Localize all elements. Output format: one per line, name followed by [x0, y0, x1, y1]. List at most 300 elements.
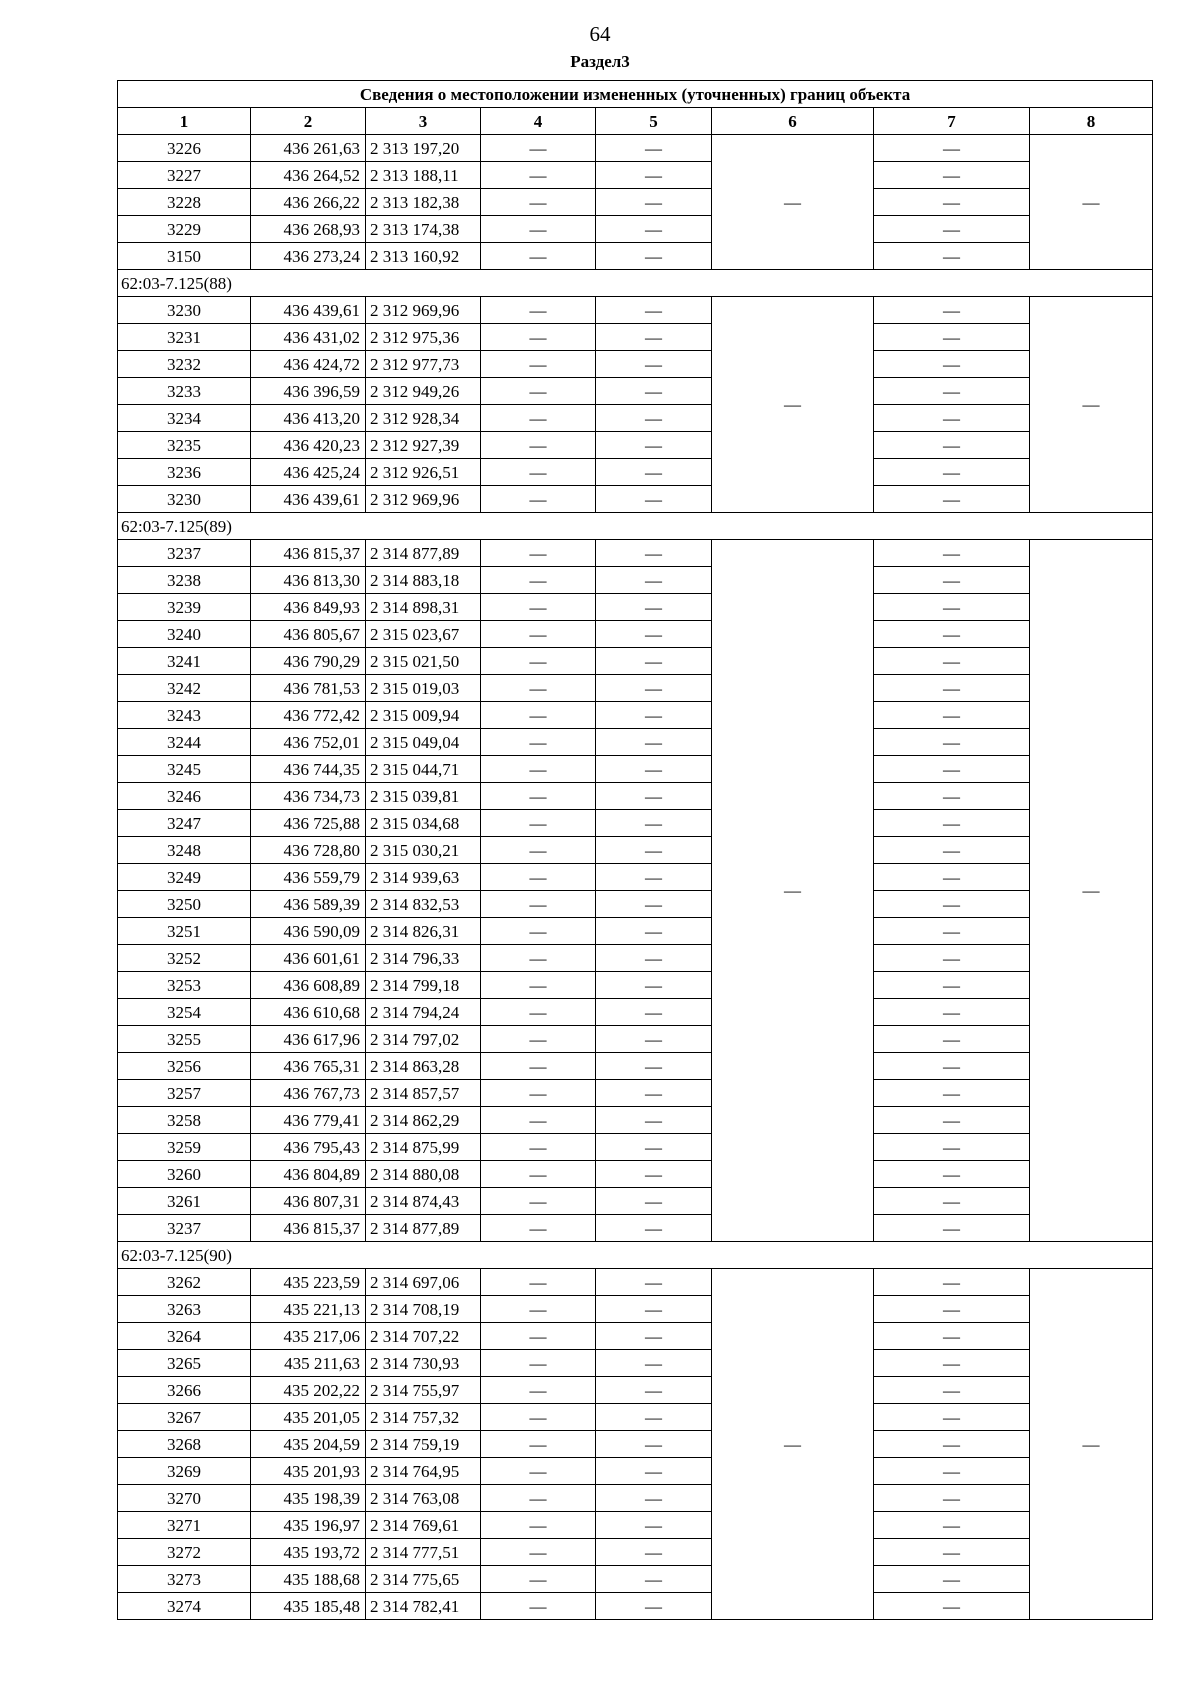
col5-cell: —: [596, 756, 712, 783]
point-number-cell: 3239: [118, 594, 251, 621]
table-row: [118, 1539, 1153, 1566]
col5-cell: —: [596, 1215, 712, 1242]
point-number-cell: 3262: [118, 1269, 251, 1296]
col7-cell: —: [874, 189, 1030, 216]
col5-cell: —: [596, 1512, 712, 1539]
point-number-cell: 3235: [118, 432, 251, 459]
col4-cell: —: [481, 1566, 596, 1593]
point-number-cell: 3272: [118, 1539, 251, 1566]
group-label: 62:03-7.125(89): [118, 513, 1153, 540]
column-header-6: 6: [712, 108, 874, 135]
table-row: [118, 1215, 1153, 1242]
point-number-cell: 3245: [118, 756, 251, 783]
col8-merged-cell: —: [1030, 135, 1153, 270]
point-number-cell: 3227: [118, 162, 251, 189]
point-number-cell: 3230: [118, 297, 251, 324]
point-number-cell: 3237: [118, 1215, 251, 1242]
x-coordinate-cell: 436 772,42: [251, 702, 366, 729]
group-header-row: [118, 1242, 1153, 1269]
col7-cell: —: [874, 351, 1030, 378]
col7-cell: —: [874, 945, 1030, 972]
x-coordinate-cell: 436 781,53: [251, 675, 366, 702]
col4-cell: —: [481, 675, 596, 702]
col7-cell: —: [874, 1539, 1030, 1566]
col4-cell: —: [481, 1161, 596, 1188]
col4-cell: —: [481, 135, 596, 162]
y-coordinate-cell: 2 313 182,38: [366, 189, 481, 216]
x-coordinate-cell: 436 420,23: [251, 432, 366, 459]
col7-cell: —: [874, 1431, 1030, 1458]
y-coordinate-cell: 2 314 826,31: [366, 918, 481, 945]
table-row: [118, 702, 1153, 729]
col5-cell: —: [596, 162, 712, 189]
y-coordinate-cell: 2 314 794,24: [366, 999, 481, 1026]
table-row: [118, 1188, 1153, 1215]
col7-cell: —: [874, 1026, 1030, 1053]
col5-cell: —: [596, 1053, 712, 1080]
col7-cell: —: [874, 1566, 1030, 1593]
y-coordinate-cell: 2 314 769,61: [366, 1512, 481, 1539]
y-coordinate-cell: 2 312 975,36: [366, 324, 481, 351]
col7-cell: —: [874, 810, 1030, 837]
x-coordinate-cell: 436 805,67: [251, 621, 366, 648]
col7-cell: —: [874, 567, 1030, 594]
point-number-cell: 3264: [118, 1323, 251, 1350]
col7-cell: —: [874, 1377, 1030, 1404]
col4-cell: —: [481, 756, 596, 783]
table-row: [118, 1323, 1153, 1350]
x-coordinate-cell: 436 268,93: [251, 216, 366, 243]
x-coordinate-cell: 436 261,63: [251, 135, 366, 162]
col4-cell: —: [481, 378, 596, 405]
col7-cell: —: [874, 135, 1030, 162]
col5-cell: —: [596, 837, 712, 864]
col4-cell: —: [481, 729, 596, 756]
col4-cell: —: [481, 1134, 596, 1161]
table-row: [118, 1134, 1153, 1161]
y-coordinate-cell: 2 314 863,28: [366, 1053, 481, 1080]
y-coordinate-cell: 2 314 775,65: [366, 1566, 481, 1593]
x-coordinate-cell: 436 804,89: [251, 1161, 366, 1188]
col4-cell: —: [481, 972, 596, 999]
column-header-2: 2: [251, 108, 366, 135]
col4-cell: —: [481, 1512, 596, 1539]
col6-merged-cell: —: [712, 297, 874, 513]
point-number-cell: 3241: [118, 648, 251, 675]
x-coordinate-cell: 436 425,24: [251, 459, 366, 486]
table-row: [118, 1296, 1153, 1323]
y-coordinate-cell: 2 315 034,68: [366, 810, 481, 837]
x-coordinate-cell: 436 439,61: [251, 486, 366, 513]
table-row: [118, 783, 1153, 810]
y-coordinate-cell: 2 314 799,18: [366, 972, 481, 999]
col4-cell: —: [481, 1269, 596, 1296]
x-coordinate-cell: 435 193,72: [251, 1539, 366, 1566]
point-number-cell: 3236: [118, 459, 251, 486]
col5-cell: —: [596, 1539, 712, 1566]
point-number-cell: 3250: [118, 891, 251, 918]
col4-cell: —: [481, 1215, 596, 1242]
col4-cell: —: [481, 243, 596, 270]
col4-cell: —: [481, 1107, 596, 1134]
point-number-cell: 3269: [118, 1458, 251, 1485]
x-coordinate-cell: 436 601,61: [251, 945, 366, 972]
y-coordinate-cell: 2 314 797,02: [366, 1026, 481, 1053]
col5-cell: —: [596, 1458, 712, 1485]
col7-cell: —: [874, 162, 1030, 189]
point-number-cell: 3268: [118, 1431, 251, 1458]
y-coordinate-cell: 2 315 021,50: [366, 648, 481, 675]
col7-cell: —: [874, 594, 1030, 621]
y-coordinate-cell: 2 312 977,73: [366, 351, 481, 378]
col4-cell: —: [481, 702, 596, 729]
table-row: [118, 1026, 1153, 1053]
y-coordinate-cell: 2 314 796,33: [366, 945, 481, 972]
table-row: [118, 567, 1153, 594]
col6-merged-cell: —: [712, 135, 874, 270]
table-row: [118, 1080, 1153, 1107]
col5-cell: —: [596, 918, 712, 945]
col7-cell: —: [874, 1323, 1030, 1350]
table-row: [118, 1512, 1153, 1539]
col4-cell: —: [481, 783, 596, 810]
col4-cell: —: [481, 297, 596, 324]
y-coordinate-cell: 2 314 883,18: [366, 567, 481, 594]
col5-cell: —: [596, 1107, 712, 1134]
col5-cell: —: [596, 945, 712, 972]
col5-cell: —: [596, 702, 712, 729]
x-coordinate-cell: 436 779,41: [251, 1107, 366, 1134]
y-coordinate-cell: 2 314 697,06: [366, 1269, 481, 1296]
point-number-cell: 3237: [118, 540, 251, 567]
table-row: [118, 324, 1153, 351]
col7-cell: —: [874, 1053, 1030, 1080]
col4-cell: —: [481, 999, 596, 1026]
col4-cell: —: [481, 459, 596, 486]
col7-cell: —: [874, 1296, 1030, 1323]
col4-cell: —: [481, 918, 596, 945]
col5-cell: —: [596, 297, 712, 324]
col4-cell: —: [481, 1053, 596, 1080]
x-coordinate-cell: 436 617,96: [251, 1026, 366, 1053]
y-coordinate-cell: 2 314 782,41: [366, 1593, 481, 1620]
col4-cell: —: [481, 216, 596, 243]
column-header-4: 4: [481, 108, 596, 135]
col4-cell: —: [481, 1350, 596, 1377]
col5-cell: —: [596, 675, 712, 702]
table-row: [118, 378, 1153, 405]
x-coordinate-cell: 435 223,59: [251, 1269, 366, 1296]
col6-merged-cell: —: [712, 540, 874, 1242]
col5-cell: —: [596, 783, 712, 810]
y-coordinate-cell: 2 315 019,03: [366, 675, 481, 702]
table-row: [118, 1593, 1153, 1620]
col5-cell: —: [596, 1080, 712, 1107]
col7-cell: —: [874, 918, 1030, 945]
x-coordinate-cell: 435 185,48: [251, 1593, 366, 1620]
table-row: [118, 486, 1153, 513]
col4-cell: —: [481, 621, 596, 648]
table-row: [118, 621, 1153, 648]
col5-cell: —: [596, 810, 712, 837]
point-number-cell: 3263: [118, 1296, 251, 1323]
col4-cell: —: [481, 567, 596, 594]
y-coordinate-cell: 2 314 880,08: [366, 1161, 481, 1188]
x-coordinate-cell: 435 204,59: [251, 1431, 366, 1458]
table-row: [118, 675, 1153, 702]
col5-cell: —: [596, 1593, 712, 1620]
table-row: [118, 1566, 1153, 1593]
point-number-cell: 3259: [118, 1134, 251, 1161]
col7-cell: —: [874, 324, 1030, 351]
table-row: [118, 432, 1153, 459]
col7-cell: —: [874, 432, 1030, 459]
col5-cell: —: [596, 999, 712, 1026]
col4-cell: —: [481, 351, 596, 378]
col7-cell: —: [874, 972, 1030, 999]
col5-cell: —: [596, 1161, 712, 1188]
point-number-cell: 3267: [118, 1404, 251, 1431]
col4-cell: —: [481, 1296, 596, 1323]
y-coordinate-cell: 2 314 764,95: [366, 1458, 481, 1485]
table-row: [118, 864, 1153, 891]
col7-cell: —: [874, 243, 1030, 270]
point-number-cell: 3265: [118, 1350, 251, 1377]
col7-cell: —: [874, 459, 1030, 486]
table-body: [118, 135, 1153, 1620]
column-header-5: 5: [596, 108, 712, 135]
y-coordinate-cell: 2 313 174,38: [366, 216, 481, 243]
point-number-cell: 3244: [118, 729, 251, 756]
col5-cell: —: [596, 1485, 712, 1512]
x-coordinate-cell: 436 396,59: [251, 378, 366, 405]
point-number-cell: 3270: [118, 1485, 251, 1512]
x-coordinate-cell: 435 217,06: [251, 1323, 366, 1350]
point-number-cell: 3257: [118, 1080, 251, 1107]
y-coordinate-cell: 2 314 759,19: [366, 1431, 481, 1458]
table-row: [118, 135, 1153, 162]
col5-cell: —: [596, 864, 712, 891]
table-row: [118, 189, 1153, 216]
x-coordinate-cell: 436 807,31: [251, 1188, 366, 1215]
x-coordinate-cell: 436 608,89: [251, 972, 366, 999]
col7-cell: —: [874, 405, 1030, 432]
y-coordinate-cell: 2 315 009,94: [366, 702, 481, 729]
table-row: [118, 540, 1153, 567]
table-row: [118, 918, 1153, 945]
point-number-cell: 3273: [118, 1566, 251, 1593]
col7-cell: —: [874, 729, 1030, 756]
x-coordinate-cell: 436 734,73: [251, 783, 366, 810]
point-number-cell: 3226: [118, 135, 251, 162]
group-header-row: [118, 513, 1153, 540]
x-coordinate-cell: 436 813,30: [251, 567, 366, 594]
page-number: 64: [589, 22, 611, 46]
table-row: [118, 1053, 1153, 1080]
y-coordinate-cell: 2 312 969,96: [366, 297, 481, 324]
col5-cell: —: [596, 378, 712, 405]
col5-cell: —: [596, 1296, 712, 1323]
col4-cell: —: [481, 864, 596, 891]
table-row: [118, 1107, 1153, 1134]
column-header-8: 8: [1030, 108, 1153, 135]
x-coordinate-cell: 436 765,31: [251, 1053, 366, 1080]
group-label: 62:03-7.125(90): [118, 1242, 1153, 1269]
x-coordinate-cell: 436 266,22: [251, 189, 366, 216]
x-coordinate-cell: 436 767,73: [251, 1080, 366, 1107]
col7-cell: —: [874, 540, 1030, 567]
x-coordinate-cell: 436 559,79: [251, 864, 366, 891]
x-coordinate-cell: 436 795,43: [251, 1134, 366, 1161]
y-coordinate-cell: 2 312 926,51: [366, 459, 481, 486]
table-row: [118, 1377, 1153, 1404]
col7-cell: —: [874, 1512, 1030, 1539]
point-number-cell: 3238: [118, 567, 251, 594]
table-caption-row: [118, 81, 1153, 108]
col7-cell: —: [874, 1188, 1030, 1215]
table-row: [118, 405, 1153, 432]
x-coordinate-cell: 436 725,88: [251, 810, 366, 837]
group-header-row: [118, 270, 1153, 297]
col7-cell: —: [874, 1593, 1030, 1620]
col4-cell: —: [481, 1026, 596, 1053]
y-coordinate-cell: 2 314 707,22: [366, 1323, 481, 1350]
x-coordinate-cell: 436 815,37: [251, 1215, 366, 1242]
y-coordinate-cell: 2 315 044,71: [366, 756, 481, 783]
col5-cell: —: [596, 1188, 712, 1215]
y-coordinate-cell: 2 315 023,67: [366, 621, 481, 648]
point-number-cell: 3274: [118, 1593, 251, 1620]
point-number-cell: 3240: [118, 621, 251, 648]
table-row: [118, 729, 1153, 756]
col7-cell: —: [874, 1350, 1030, 1377]
col7-cell: —: [874, 1404, 1030, 1431]
col5-cell: —: [596, 1323, 712, 1350]
col4-cell: —: [481, 189, 596, 216]
y-coordinate-cell: 2 314 862,29: [366, 1107, 481, 1134]
col5-cell: —: [596, 324, 712, 351]
y-coordinate-cell: 2 312 969,96: [366, 486, 481, 513]
x-coordinate-cell: 436 790,29: [251, 648, 366, 675]
col5-cell: —: [596, 243, 712, 270]
col5-cell: —: [596, 459, 712, 486]
point-number-cell: 3150: [118, 243, 251, 270]
col5-cell: —: [596, 432, 712, 459]
y-coordinate-cell: 2 313 197,20: [366, 135, 481, 162]
col7-cell: —: [874, 297, 1030, 324]
point-number-cell: 3230: [118, 486, 251, 513]
point-number-cell: 3258: [118, 1107, 251, 1134]
col4-cell: —: [481, 837, 596, 864]
point-number-cell: 3249: [118, 864, 251, 891]
col7-cell: —: [874, 486, 1030, 513]
point-number-cell: 3260: [118, 1161, 251, 1188]
point-number-cell: 3247: [118, 810, 251, 837]
col5-cell: —: [596, 135, 712, 162]
table-row: [118, 756, 1153, 783]
col5-cell: —: [596, 216, 712, 243]
y-coordinate-cell: 2 314 777,51: [366, 1539, 481, 1566]
table-row: [118, 972, 1153, 999]
x-coordinate-cell: 436 264,52: [251, 162, 366, 189]
col7-cell: —: [874, 837, 1030, 864]
point-number-cell: 3242: [118, 675, 251, 702]
col7-cell: —: [874, 864, 1030, 891]
col8-merged-cell: —: [1030, 1269, 1153, 1620]
col5-cell: —: [596, 1566, 712, 1593]
col5-cell: —: [596, 621, 712, 648]
y-coordinate-cell: 2 314 708,19: [366, 1296, 481, 1323]
col5-cell: —: [596, 1350, 712, 1377]
col5-cell: —: [596, 540, 712, 567]
table-row: [118, 459, 1153, 486]
point-number-cell: 3228: [118, 189, 251, 216]
point-number-cell: 3255: [118, 1026, 251, 1053]
col4-cell: —: [481, 1404, 596, 1431]
col4-cell: —: [481, 1593, 596, 1620]
col4-cell: —: [481, 486, 596, 513]
col4-cell: —: [481, 162, 596, 189]
col7-cell: —: [874, 783, 1030, 810]
col7-cell: —: [874, 1485, 1030, 1512]
x-coordinate-cell: 436 849,93: [251, 594, 366, 621]
table-row: [118, 999, 1153, 1026]
x-coordinate-cell: 436 815,37: [251, 540, 366, 567]
col7-cell: —: [874, 1269, 1030, 1296]
x-coordinate-cell: 436 439,61: [251, 297, 366, 324]
col5-cell: —: [596, 189, 712, 216]
y-coordinate-cell: 2 314 877,89: [366, 540, 481, 567]
col4-cell: —: [481, 891, 596, 918]
point-number-cell: 3233: [118, 378, 251, 405]
table-row: [118, 216, 1153, 243]
section-title: Раздел3: [570, 52, 630, 71]
table-row: [118, 837, 1153, 864]
col5-cell: —: [596, 594, 712, 621]
col7-cell: —: [874, 1161, 1030, 1188]
x-coordinate-cell: 435 211,63: [251, 1350, 366, 1377]
table-row: [118, 351, 1153, 378]
col5-cell: —: [596, 648, 712, 675]
table-row: [118, 1485, 1153, 1512]
table-row: [118, 945, 1153, 972]
point-number-cell: 3248: [118, 837, 251, 864]
point-number-cell: 3266: [118, 1377, 251, 1404]
table-row: [118, 1458, 1153, 1485]
x-coordinate-cell: 436 424,72: [251, 351, 366, 378]
x-coordinate-cell: 436 273,24: [251, 243, 366, 270]
col7-cell: —: [874, 378, 1030, 405]
x-coordinate-cell: 435 196,97: [251, 1512, 366, 1539]
column-header-3: 3: [366, 108, 481, 135]
x-coordinate-cell: 436 431,02: [251, 324, 366, 351]
col4-cell: —: [481, 1539, 596, 1566]
table-row: [118, 297, 1153, 324]
x-coordinate-cell: 436 589,39: [251, 891, 366, 918]
col5-cell: —: [596, 351, 712, 378]
y-coordinate-cell: 2 314 757,32: [366, 1404, 481, 1431]
col7-cell: —: [874, 1107, 1030, 1134]
col4-cell: —: [481, 432, 596, 459]
table-row: [118, 162, 1153, 189]
col8-merged-cell: —: [1030, 540, 1153, 1242]
col7-cell: —: [874, 756, 1030, 783]
table-row: [118, 810, 1153, 837]
col5-cell: —: [596, 972, 712, 999]
table-row: [118, 891, 1153, 918]
col7-cell: —: [874, 216, 1030, 243]
col4-cell: —: [481, 1080, 596, 1107]
